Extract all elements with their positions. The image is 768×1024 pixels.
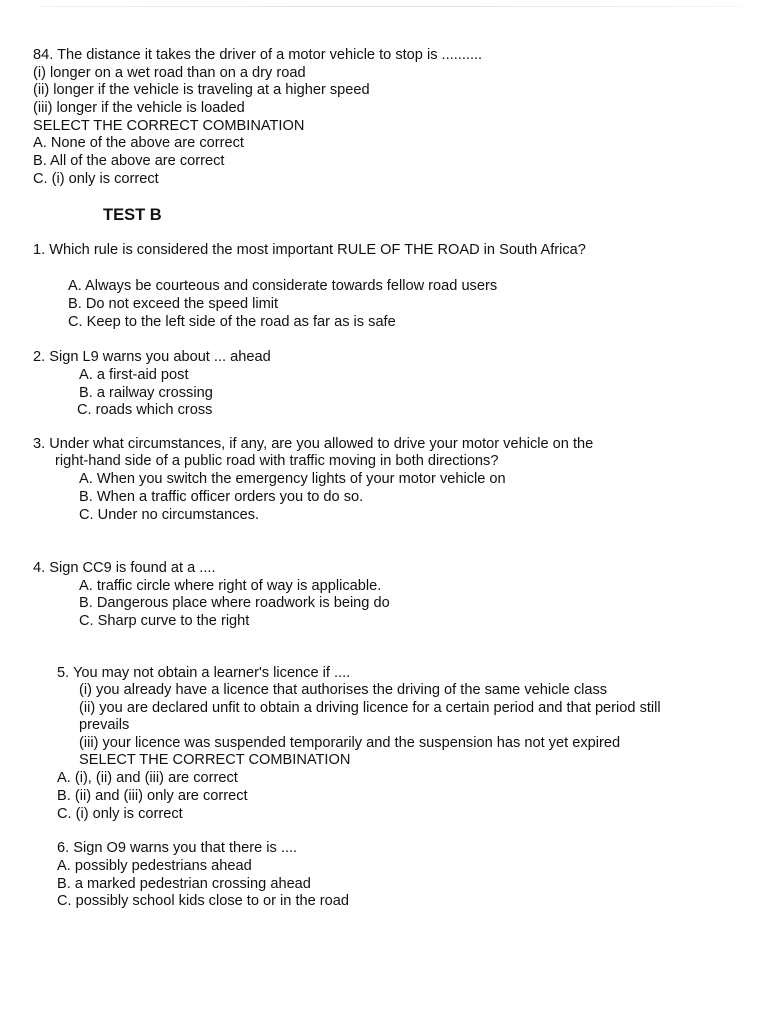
question-3-option: A. When you switch the emergency lights of your motor vehicle on — [79, 471, 506, 487]
question-2-option: B. a railway crossing — [79, 385, 213, 401]
question-5-instruction: SELECT THE CORRECT COMBINATION — [79, 752, 351, 768]
question-3-option: B. When a traffic officer orders you to do so. — [79, 489, 364, 505]
question-6-option: C. possibly school kids close to or in the road — [57, 893, 350, 909]
question-5-statement: prevails — [79, 717, 130, 733]
question-84-option: A. None of the above are correct — [33, 135, 244, 151]
question-2-option: A. a first-aid post — [79, 367, 189, 383]
question-2-option: C. roads which cross — [77, 402, 213, 418]
question-4-option: B. Dangerous place where roadwork is being do — [79, 595, 390, 611]
question-4-option: C. Sharp curve to the right — [79, 613, 250, 629]
question-84-option: B. All of the above are correct — [33, 153, 225, 169]
question-2-text: 2. Sign L9 warns you about ... ahead — [33, 349, 271, 365]
question-84-statement: (i) longer on a wet road than on a dry road — [33, 65, 306, 81]
question-3-option: C. Under no circumstances. — [79, 507, 260, 523]
question-4-text: 4. Sign CC9 is found at a .... — [33, 560, 216, 576]
question-5-option: B. (ii) and (iii) only are correct — [57, 788, 248, 804]
question-1-option: A. Always be courteous and considerate towards fellow road users — [68, 278, 498, 294]
question-5-statement: (iii) your licence was suspended temporarily and the suspension has not yet expired — [79, 735, 621, 751]
question-84-text: 84. The distance it takes the driver of a motor vehicle to stop is .......... — [33, 47, 483, 63]
question-5-option: A. (i), (ii) and (iii) are correct — [57, 770, 238, 786]
test-heading: TEST B — [103, 206, 162, 224]
question-1-option: C. Keep to the left side of the road as far as is safe — [68, 314, 396, 330]
question-5-statement: (ii) you are declared unfit to obtain a driving licence for a certain period and that period still — [79, 700, 661, 716]
question-84-statement: (ii) longer if the vehicle is traveling at a higher speed — [33, 82, 370, 98]
question-1-option: B. Do not exceed the speed limit — [68, 296, 279, 312]
question-5-statement: (i) you already have a licence that authorises the driving of the same vehicle class — [79, 682, 608, 698]
question-5-text: 5. You may not obtain a learner's licence if .... — [57, 665, 351, 681]
question-6-option: B. a marked pedestrian crossing ahead — [57, 876, 311, 892]
question-84-statement: (iii) longer if the vehicle is loaded — [33, 100, 245, 116]
question-4-option: A. traffic circle where right of way is applicable. — [79, 578, 382, 594]
question-5-option: C. (i) only is correct — [57, 806, 183, 822]
question-3-text: right-hand side of a public road with traffic moving in both directions? — [55, 453, 499, 469]
question-84-instruction: SELECT THE CORRECT COMBINATION — [33, 118, 305, 134]
question-6-text: 6. Sign O9 warns you that there is .... — [57, 840, 298, 856]
question-84-option: C. (i) only is correct — [33, 171, 159, 187]
question-6-option: A. possibly pedestrians ahead — [57, 858, 252, 874]
question-1-text: 1. Which rule is considered the most important RULE OF THE ROAD in South Africa? — [33, 242, 586, 258]
scan-edge-artifact — [40, 6, 740, 7]
question-3-text: 3. Under what circumstances, if any, are you allowed to drive your motor vehicle on the — [33, 436, 594, 452]
